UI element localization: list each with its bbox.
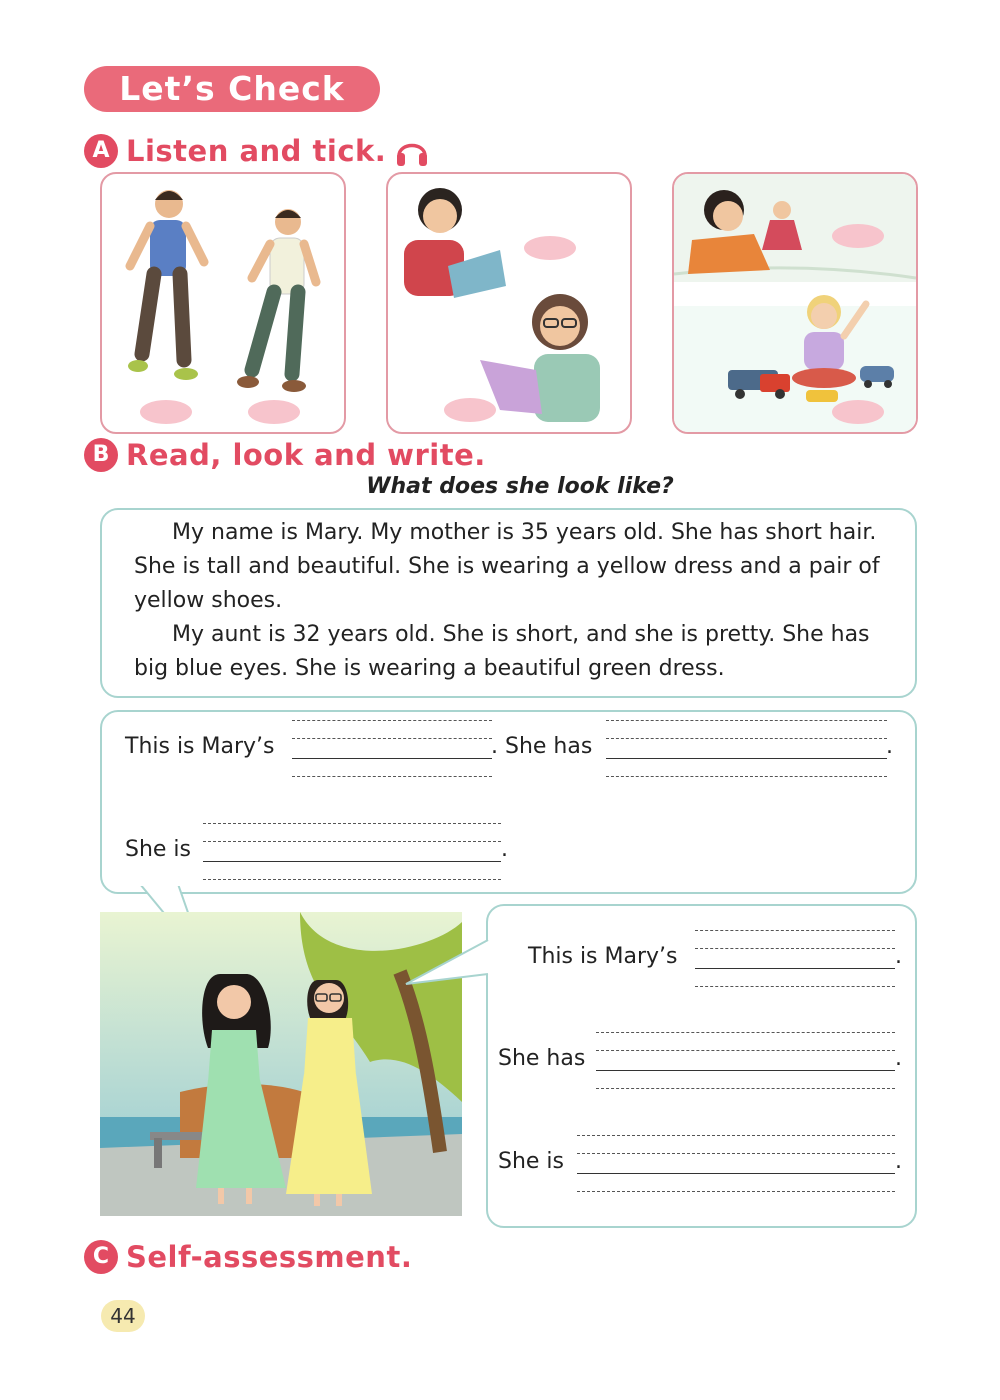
reading-paragraph-1: My name is Mary. My mother is 35 years old. She has short hair. She is tall and beautiful. She is wearing a yellow dress and a pair of yellow shoes. [134,520,880,613]
answer-oval[interactable] [832,400,884,424]
picture-card-toys [672,172,918,434]
section-a-letter: A [84,134,118,168]
section-a-title: Listen and tick. [126,134,387,168]
section-c-letter: C [84,1240,118,1274]
top-period-2: . [501,837,508,862]
headphones-icon[interactable] [394,134,430,168]
answer-oval[interactable] [832,224,884,248]
right-this-is-label: This is Mary’s [528,944,678,969]
section-c-title: Self-assessment. [126,1240,413,1274]
right-she-has-label: She has [498,1046,586,1071]
section-b-letter: B [84,438,118,472]
writing-line-top-3[interactable] [203,821,501,883]
right-she-is-label: She is [498,1149,565,1174]
writing-line-top-2[interactable] [606,718,887,780]
section-b-title: Read, look and write. [126,438,486,472]
page-number: 44 [101,1300,145,1332]
reading-passage-box [100,508,917,698]
speech-bubble-tail-right [404,936,490,996]
right-period-1: . [895,944,902,969]
picture-card-reading [386,172,632,434]
reading-paragraph-2: My aunt is 32 years old. She is short, and she is pretty. She has big blue eyes. She is wearing a beautiful green dress. [134,622,870,681]
section-c-heading [84,1240,412,1274]
reading-people-illustration [388,174,630,432]
top-she-has-label: . She has [491,734,593,759]
section-a-heading [84,134,430,168]
writing-line-right-1[interactable] [695,928,895,990]
top-period-1: . [886,734,893,759]
top-this-is-label: This is Mary’s [125,734,275,759]
right-period-2: . [895,1046,902,1071]
page-title: Let’s Check [84,66,380,112]
answer-oval[interactable] [524,236,576,260]
answer-oval[interactable] [444,398,496,422]
walking-men-illustration [102,174,344,432]
writing-line-right-3[interactable] [577,1133,895,1195]
picture-card-walking-men [100,172,346,434]
right-period-3: . [895,1149,902,1174]
children-toys-illustration [674,174,916,432]
answer-oval[interactable] [248,400,300,424]
writing-line-top-1[interactable] [292,718,492,780]
answer-oval[interactable] [140,400,192,424]
writing-line-right-2[interactable] [596,1030,895,1092]
question-heading: What does she look like? [366,474,674,499]
section-b-heading [84,438,486,472]
top-she-is-label: She is [125,837,192,862]
